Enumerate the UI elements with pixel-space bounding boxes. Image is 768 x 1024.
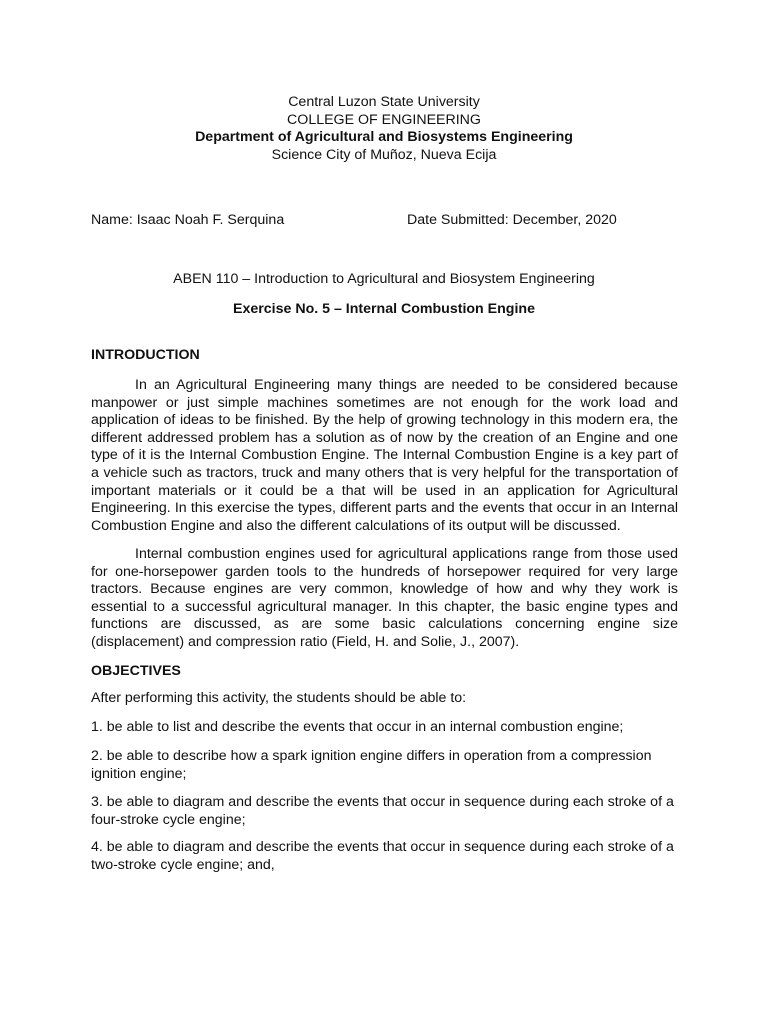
date-submitted: Date Submitted: December, 2020 <box>407 212 617 228</box>
objective-item-2: 2. be able to describe how a spark ignition engine differs in operation from a compression ignition engine; <box>91 748 652 782</box>
introduction-paragraph-1: In an Agricultural Engineering many things are needed to be considered because manpower or just simple machines sometimes are not enough for the work load and application of ideas to be finished. By the help of growing technology in this modern era, the different addressed problem has a solution as of now by the creation of an Engine and one type of it is the Internal Combustion Engine. The Internal Combustion Engine is a key part of a vehicle such as tractors, truck and many others that is very helpful for the transportation of important materials or it could be a that will be used in an application for Agricultural Engineering. In this exercise the types, different parts and the events that occur in an Internal Combustion Engine and also the different calculations of its output will be discussed. <box>91 377 678 534</box>
course-title: ABEN 110 – Introduction to Agricultural and Biosystem Engineering <box>173 271 595 287</box>
student-name: Name: Isaac Noah F. Serquina <box>91 212 285 228</box>
college-name: COLLEGE OF ENGINEERING <box>287 111 481 128</box>
objectives-heading: OBJECTIVES <box>91 663 181 679</box>
exercise-title: Exercise No. 5 – Internal Combustion Engine <box>233 301 535 317</box>
objectives-intro: After performing this activity, the students should be able to: <box>91 690 467 706</box>
department-name: Department of Agricultural and Biosystems Engineering <box>195 129 573 145</box>
introduction-paragraph-2: Internal combustion engines used for agricultural applications range from those used for one-horsepower garden tools to the hundreds of horsepower required for very large tractors. Because engines are very common, knowledge of how and why they work is essential to a successful agricultural manager. In this chapter, the basic engine types and functions are discussed, as are some basic calculations concerning engine size (displacement) and compression ratio (Field, H. and Solie, J., 2007). <box>91 546 678 650</box>
objective-item-1: 1. be able to list and describe the events that occur in an internal combustion engine; <box>91 719 624 735</box>
location: Science City of Muñoz, Nueva Ecija <box>271 146 497 163</box>
university-name: Central Luzon State University <box>288 94 480 110</box>
document-header <box>0 94 768 164</box>
objective-item-4: 4. be able to diagram and describe the events that occur in sequence during each stroke of a two-stroke cycle engine; and, <box>91 839 674 873</box>
objective-item-3: 3. be able to diagram and describe the events that occur in sequence during each stroke of a four-stroke cycle engine; <box>91 794 674 828</box>
introduction-heading: INTRODUCTION <box>91 347 200 363</box>
